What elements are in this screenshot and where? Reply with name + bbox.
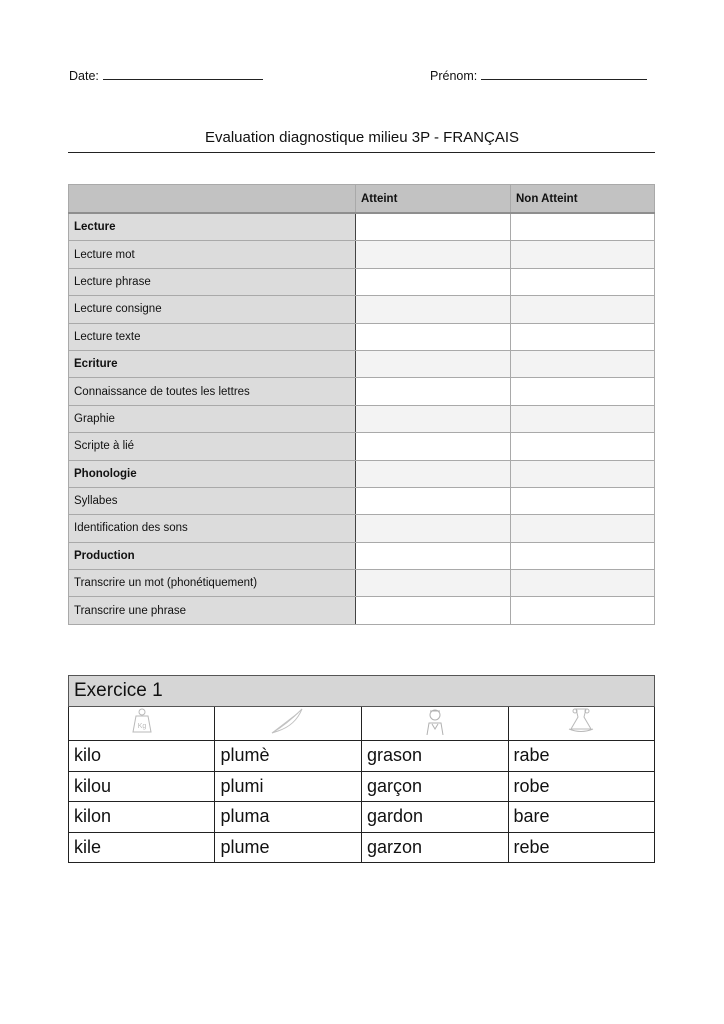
date-blank-line[interactable]: [103, 68, 263, 80]
skill-row: [69, 460, 655, 487]
non-atteint-checkbox-cell[interactable]: [511, 515, 655, 542]
word-row: [69, 802, 655, 833]
word-choice[interactable]: kilon: [69, 802, 215, 833]
page-title: Evaluation diagnostique milieu 3P - FRANÇAIS: [204, 129, 520, 146]
atteint-checkbox-cell[interactable]: [356, 378, 511, 405]
header-non-atteint: Non Atteint: [511, 185, 655, 214]
atteint-checkbox-cell[interactable]: [356, 542, 511, 569]
word-choice[interactable]: plume: [215, 832, 362, 863]
name-label: Prénom:: [430, 69, 478, 83]
atteint-checkbox-cell[interactable]: [356, 597, 511, 624]
skill-row: [69, 378, 655, 405]
weight-kilo-icon: [125, 708, 159, 739]
picture-cell: [508, 707, 654, 741]
header-skill: [69, 185, 356, 214]
skill-row: [69, 570, 655, 597]
atteint-checkbox-cell[interactable]: [356, 405, 511, 432]
skill-row: [69, 323, 655, 350]
skill-category-label: Ecriture: [69, 350, 356, 377]
word-choice[interactable]: rebe: [508, 832, 654, 863]
exercise-title: Exercice 1: [69, 676, 655, 707]
picture-cell: [69, 707, 215, 741]
atteint-checkbox-cell[interactable]: [356, 268, 511, 295]
skill-label: Lecture texte: [69, 323, 356, 350]
word-choice[interactable]: plumi: [215, 771, 362, 802]
picture-cell: [361, 707, 508, 741]
word-choice[interactable]: garçon: [361, 771, 508, 802]
word-row: [69, 832, 655, 863]
word-row: [69, 771, 655, 802]
skill-row: [69, 433, 655, 460]
atteint-checkbox-cell[interactable]: [356, 570, 511, 597]
name-blank-line[interactable]: [481, 68, 647, 80]
dress-robe-icon: [561, 707, 601, 740]
word-choice[interactable]: rabe: [508, 741, 654, 772]
non-atteint-checkbox-cell[interactable]: [511, 296, 655, 323]
non-atteint-checkbox-cell[interactable]: [511, 405, 655, 432]
word-choice[interactable]: bare: [508, 802, 654, 833]
skill-label: Lecture mot: [69, 241, 356, 268]
word-choice[interactable]: kilou: [69, 771, 215, 802]
skill-label: Connaissance de toutes les lettres: [69, 378, 356, 405]
non-atteint-checkbox-cell[interactable]: [511, 213, 655, 241]
skill-label: Lecture phrase: [69, 268, 356, 295]
atteint-checkbox-cell[interactable]: [356, 487, 511, 514]
picture-cell: [215, 707, 362, 741]
skill-category-label: Lecture: [69, 213, 356, 241]
non-atteint-checkbox-cell[interactable]: [511, 570, 655, 597]
atteint-checkbox-cell[interactable]: [356, 433, 511, 460]
skill-row: [69, 515, 655, 542]
skill-label: Lecture consigne: [69, 296, 356, 323]
date-field[interactable]: [69, 68, 263, 83]
word-choice[interactable]: kile: [69, 832, 215, 863]
skill-row: [69, 597, 655, 624]
non-atteint-checkbox-cell[interactable]: [511, 542, 655, 569]
atteint-checkbox-cell[interactable]: [356, 460, 511, 487]
non-atteint-checkbox-cell[interactable]: [511, 323, 655, 350]
skill-row: [69, 296, 655, 323]
non-atteint-checkbox-cell[interactable]: [511, 460, 655, 487]
atteint-checkbox-cell[interactable]: [356, 296, 511, 323]
skill-category-label: Phonologie: [69, 460, 356, 487]
non-atteint-checkbox-cell[interactable]: [511, 241, 655, 268]
atteint-checkbox-cell[interactable]: [356, 241, 511, 268]
skill-label: Transcrire un mot (phonétiquement): [69, 570, 356, 597]
word-choice[interactable]: grason: [361, 741, 508, 772]
atteint-checkbox-cell[interactable]: [356, 515, 511, 542]
name-field[interactable]: [430, 68, 647, 83]
skill-row: [69, 268, 655, 295]
svg-text:Kg: Kg: [137, 723, 146, 730]
skill-row: [69, 487, 655, 514]
skills-table: [68, 184, 655, 625]
skill-label: Transcrire une phrase: [69, 597, 356, 624]
word-choice[interactable]: kilo: [69, 741, 215, 772]
non-atteint-checkbox-cell[interactable]: [511, 487, 655, 514]
non-atteint-checkbox-cell[interactable]: [511, 350, 655, 377]
non-atteint-checkbox-cell[interactable]: [511, 433, 655, 460]
word-choice[interactable]: garzon: [361, 832, 508, 863]
skill-label: Graphie: [69, 405, 356, 432]
boy-garcon-icon: [421, 707, 449, 740]
exercise-table: [68, 675, 655, 863]
word-choice[interactable]: robe: [508, 771, 654, 802]
picture-row: [69, 707, 655, 741]
atteint-checkbox-cell[interactable]: [356, 323, 511, 350]
title-divider: [68, 152, 655, 153]
non-atteint-checkbox-cell[interactable]: [511, 597, 655, 624]
skill-row: [69, 241, 655, 268]
word-choice[interactable]: plumè: [215, 741, 362, 772]
feather-plume-icon: [268, 707, 308, 740]
skill-category-label: Production: [69, 542, 356, 569]
atteint-checkbox-cell[interactable]: [356, 350, 511, 377]
skill-row: [69, 350, 655, 377]
skill-row: [69, 542, 655, 569]
non-atteint-checkbox-cell[interactable]: [511, 268, 655, 295]
word-choice[interactable]: gardon: [361, 802, 508, 833]
skill-row: [69, 405, 655, 432]
atteint-checkbox-cell[interactable]: [356, 213, 511, 241]
skill-label: Identification des sons: [69, 515, 356, 542]
word-row: [69, 741, 655, 772]
word-choice[interactable]: pluma: [215, 802, 362, 833]
skill-row: [69, 213, 655, 241]
non-atteint-checkbox-cell[interactable]: [511, 378, 655, 405]
skill-label: Syllabes: [69, 487, 356, 514]
skill-label: Scripte à lié: [69, 433, 356, 460]
date-label: Date:: [69, 69, 99, 83]
skills-header-row: [69, 185, 655, 214]
header-atteint: Atteint: [356, 185, 511, 214]
